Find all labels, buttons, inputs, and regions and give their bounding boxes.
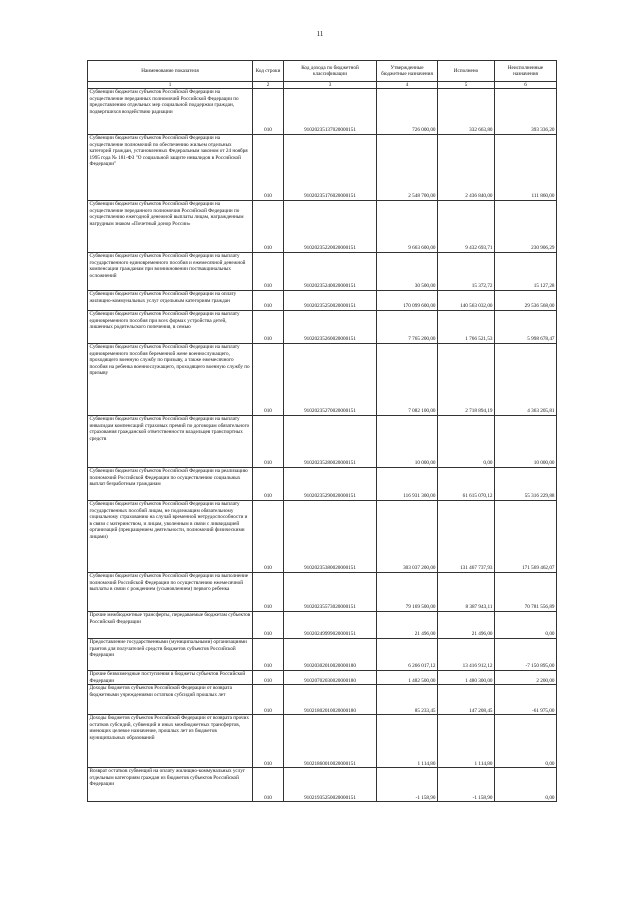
table-row xyxy=(88,573,557,612)
col-number: 5 xyxy=(438,82,495,89)
row-name-cell: Субвенции бюджетам субъектов Российской Федерации на выплату государственных пособий лицам, не подлежащим обязательному социальному страхованию на случай временной нетрудоспособности и в связи с материнством, и лицам, уволенным в связи с ликвидацией организаций (прекращением деятельности, полномочий физическими лицами) xyxy=(88,501,253,573)
row-income-code-cell: 91020235240020000151 xyxy=(284,253,377,291)
row-executed-cell: 13 416 912,12 xyxy=(438,639,495,671)
row-approved-cell: 6 266 017,12 xyxy=(377,639,438,671)
row-line-code-cell: 010 xyxy=(253,501,284,573)
row-income-code-cell: 91020235250020000151 xyxy=(284,291,377,311)
row-name-cell: Возврат остатков субвенций на оплату жилищно-коммунальных услуг отдельным категориям граждан из бюджетов субъектов Российской Федерации xyxy=(88,768,253,802)
table-row xyxy=(88,253,557,291)
income-table xyxy=(87,60,557,802)
row-income-code-cell: 91020235220020000151 xyxy=(284,201,377,253)
row-income-code-cell: 91020235573020000151 xyxy=(284,573,377,612)
table-row xyxy=(88,89,557,135)
row-name-cell: Субвенции бюджетам субъектов Российской Федерации на реализацию полномочий Российской Федерации по осуществлению социальных выплат безработным гражданам xyxy=(88,468,253,501)
row-name-cell: Субвенции бюджетам субъектов Российской Федерации на оплату жилищно-коммунальных услуг отдельным категориям граждан xyxy=(88,291,253,311)
row-executed-cell: 147 208,45 xyxy=(438,685,495,715)
row-executed-cell: 2 436 840,00 xyxy=(438,135,495,201)
row-approved-cell: 79 169 500,00 xyxy=(377,573,438,612)
row-name-cell: Субвенции бюджетам субъектов Российской Федерации на выполнение полномочий Российской Федерации по осуществлению ежемесячной выплаты в связи с рождением (усыновлением) первого ребенка xyxy=(88,573,253,612)
table-row xyxy=(88,468,557,501)
row-executed-cell: -1 158,90 xyxy=(438,768,495,802)
row-unexecuted-cell: 5 998 678,47 xyxy=(495,311,557,344)
row-income-code-cell: 91020235176020000151 xyxy=(284,135,377,201)
row-line-code-cell: 010 xyxy=(253,685,284,715)
row-line-code-cell: 010 xyxy=(253,135,284,201)
row-executed-cell: 1 114,80 xyxy=(438,715,495,768)
row-unexecuted-cell: 55 316 229,88 xyxy=(495,468,557,501)
row-executed-cell: 8 387 943,11 xyxy=(438,573,495,612)
row-name-cell: Субвенции бюджетам субъектов Российской Федерации на выплату государственного единовременного пособия и ежемесячной денежной компенсации гражданам при возникновении поствакцинальных осложнений xyxy=(88,253,253,291)
row-executed-cell: 131 467 737,93 xyxy=(438,501,495,573)
row-executed-cell: 15 372,72 xyxy=(438,253,495,291)
row-approved-cell: 1 114,80 xyxy=(377,715,438,768)
col-header-name: Наименование показателя xyxy=(88,61,253,82)
row-name-cell: Субвенции бюджетам субъектов Российской Федерации на выплату инвалидам компенсаций страховых премий по договорам обязательного страхования гражданской ответственности владельцев транспортных средств xyxy=(88,416,253,468)
row-approved-cell: -1 158,90 xyxy=(377,768,438,802)
row-approved-cell: 85 233,45 xyxy=(377,685,438,715)
row-unexecuted-cell: 0,00 xyxy=(495,612,557,639)
row-unexecuted-cell: 15 127,28 xyxy=(495,253,557,291)
col-number: 2 xyxy=(253,82,284,89)
row-line-code-cell: 010 xyxy=(253,291,284,311)
row-approved-cell: 116 931 300,00 xyxy=(377,468,438,501)
page-number: 11 xyxy=(316,30,324,38)
row-executed-cell: 332 663,80 xyxy=(438,89,495,135)
column-number-row xyxy=(88,82,557,89)
row-name-cell: Субвенции бюджетам субъектов Российской Федерации на осуществление переданных полномочий Российской Федерации по предоставлению отдельных мер социальной поддержки граждан, подвергшихся воздействию радиации xyxy=(88,89,253,135)
row-executed-cell: 1 480 300,00 xyxy=(438,671,495,685)
row-income-code-cell: 91020235380020000151 xyxy=(284,501,377,573)
row-approved-cell: 7 082 100,00 xyxy=(377,344,438,416)
row-name-cell: Прочие межбюджетные трансферты, передаваемые бюджетам субъектов Российской Федерации xyxy=(88,612,253,639)
row-approved-cell: 7 765 200,00 xyxy=(377,311,438,344)
table-body xyxy=(88,89,557,802)
row-line-code-cell: 010 xyxy=(253,671,284,685)
row-approved-cell: 726 000,00 xyxy=(377,89,438,135)
row-unexecuted-cell: 171 569 462,07 xyxy=(495,501,557,573)
row-unexecuted-cell: 70 781 556,89 xyxy=(495,573,557,612)
row-approved-cell: 303 037 200,00 xyxy=(377,501,438,573)
row-income-code-cell: 91020702030020000180 xyxy=(284,671,377,685)
row-line-code-cell: 010 xyxy=(253,768,284,802)
row-line-code-cell: 010 xyxy=(253,573,284,612)
col-number: 1 xyxy=(88,82,253,89)
row-income-code-cell: 91020302010020000180 xyxy=(284,639,377,671)
table-row xyxy=(88,135,557,201)
row-unexecuted-cell: -61 975,00 xyxy=(495,685,557,715)
row-executed-cell: 2 718 894,19 xyxy=(438,344,495,416)
row-name-cell: Доходы бюджетов субъектов Российской Федерации от возврата бюджетными учреждениями остатков субсидий прошлых лет xyxy=(88,685,253,715)
row-unexecuted-cell: 10 000,00 xyxy=(495,416,557,468)
row-unexecuted-cell: 4 363 205,81 xyxy=(495,344,557,416)
table-row xyxy=(88,715,557,768)
row-name-cell: Субвенции бюджетам субъектов Российской Федерации на осуществление полномочий по обеспечению жильем отдельных категорий граждан, установленных Федеральным законом от 24 ноября 1995 года № 181-ФЗ "О социальной защите инвалидов в Российской Федерации" xyxy=(88,135,253,201)
row-executed-cell: 61 615 070,12 xyxy=(438,468,495,501)
header-row xyxy=(88,61,557,82)
row-name-cell: Предоставление государственными (муниципальными) организациями грантов для получателей средств бюджетов субъектов Российской Федерации xyxy=(88,639,253,671)
row-line-code-cell: 010 xyxy=(253,311,284,344)
row-approved-cell: 9 663 600,00 xyxy=(377,201,438,253)
row-line-code-cell: 010 xyxy=(253,468,284,501)
table-row xyxy=(88,291,557,311)
table-row xyxy=(88,671,557,685)
row-line-code-cell: 010 xyxy=(253,89,284,135)
row-approved-cell: 1 482 500,00 xyxy=(377,671,438,685)
table-row xyxy=(88,201,557,253)
row-income-code-cell: 91021860010020000151 xyxy=(284,715,377,768)
row-unexecuted-cell: 230 906,29 xyxy=(495,201,557,253)
col-number: 6 xyxy=(495,82,557,89)
col-header-unexecuted: Неисполненные назначения xyxy=(495,61,557,82)
row-approved-cell: 2 548 700,00 xyxy=(377,135,438,201)
table-row xyxy=(88,311,557,344)
row-approved-cell: 21 496,00 xyxy=(377,612,438,639)
col-header-line-code: Код строки xyxy=(253,61,284,82)
row-name-cell: Субвенции бюджетам субъектов Российской Федерации на выплату единовременного пособия при всех формах устройства детей, лишенных родительского попечения, в семью xyxy=(88,311,253,344)
row-approved-cell: 10 000,00 xyxy=(377,416,438,468)
row-income-code-cell: 91020235280020000151 xyxy=(284,416,377,468)
col-header-income-code: Код дохода по бюджетной классификации xyxy=(284,61,377,82)
row-income-code-cell: 91020249999020000151 xyxy=(284,612,377,639)
row-name-cell: Субвенции бюджетам субъектов Российской Федерации на выплату единовременного пособия беременной жене военнослужащего, проходящего военную службу по призыву, а также ежемесячного пособия на ребенка военнослужащего, проходящего военную службу по призыву xyxy=(88,344,253,416)
row-name-cell: Субвенции бюджетам субъектов Российской Федерации на осуществление переданного полномочия Российской Федерации по осуществлению ежегодной денежной выплаты лицам, награжденным нагрудным знаком «Почетный донор России» xyxy=(88,201,253,253)
row-unexecuted-cell: 0,00 xyxy=(495,768,557,802)
row-executed-cell: 140 563 032,00 xyxy=(438,291,495,311)
row-unexecuted-cell: 2 200,00 xyxy=(495,671,557,685)
col-number: 3 xyxy=(284,82,377,89)
row-approved-cell: 30 500,00 xyxy=(377,253,438,291)
row-executed-cell: 21 496,00 xyxy=(438,612,495,639)
row-income-code-cell: 91020235260020000151 xyxy=(284,311,377,344)
row-executed-cell: 1 766 521,53 xyxy=(438,311,495,344)
row-income-code-cell: 91021935250020000151 xyxy=(284,768,377,802)
row-line-code-cell: 010 xyxy=(253,715,284,768)
row-unexecuted-cell: 29 536 568,00 xyxy=(495,291,557,311)
row-line-code-cell: 010 xyxy=(253,201,284,253)
row-line-code-cell: 010 xyxy=(253,253,284,291)
table-row xyxy=(88,501,557,573)
row-unexecuted-cell: -7 150 895,00 xyxy=(495,639,557,671)
col-number: 4 xyxy=(377,82,438,89)
row-line-code-cell: 010 xyxy=(253,416,284,468)
row-name-cell: Доходы бюджетов субъектов Российской Федерации от возврата прочих остатков субсидий, субвенций и иных межбюджетных трансфертов, имеющих целевое назначение, прошлых лет из бюджетов муниципальных образований xyxy=(88,715,253,768)
row-line-code-cell: 010 xyxy=(253,344,284,416)
row-income-code-cell: 91021802010020000180 xyxy=(284,685,377,715)
row-executed-cell: 9 432 693,71 xyxy=(438,201,495,253)
row-income-code-cell: 91020235270020000151 xyxy=(284,344,377,416)
col-header-approved: Утвержденные бюджетные назначения xyxy=(377,61,438,82)
row-approved-cell: 170 099 600,00 xyxy=(377,291,438,311)
row-line-code-cell: 010 xyxy=(253,612,284,639)
row-name-cell: Прочие безвозмездные поступления в бюджеты субъектов Российской Федерации xyxy=(88,671,253,685)
col-header-executed: Исполнено xyxy=(438,61,495,82)
table-row xyxy=(88,416,557,468)
table-row xyxy=(88,639,557,671)
row-income-code-cell: 91020235137020000151 xyxy=(284,89,377,135)
row-unexecuted-cell: 393 336,20 xyxy=(495,89,557,135)
table-row xyxy=(88,612,557,639)
row-line-code-cell: 010 xyxy=(253,639,284,671)
table-row xyxy=(88,768,557,802)
row-unexecuted-cell: 111 860,00 xyxy=(495,135,557,201)
table-row xyxy=(88,344,557,416)
row-unexecuted-cell: 0,00 xyxy=(495,715,557,768)
table-row xyxy=(88,685,557,715)
row-income-code-cell: 91020235290020000151 xyxy=(284,468,377,501)
row-executed-cell: 0,00 xyxy=(438,416,495,468)
